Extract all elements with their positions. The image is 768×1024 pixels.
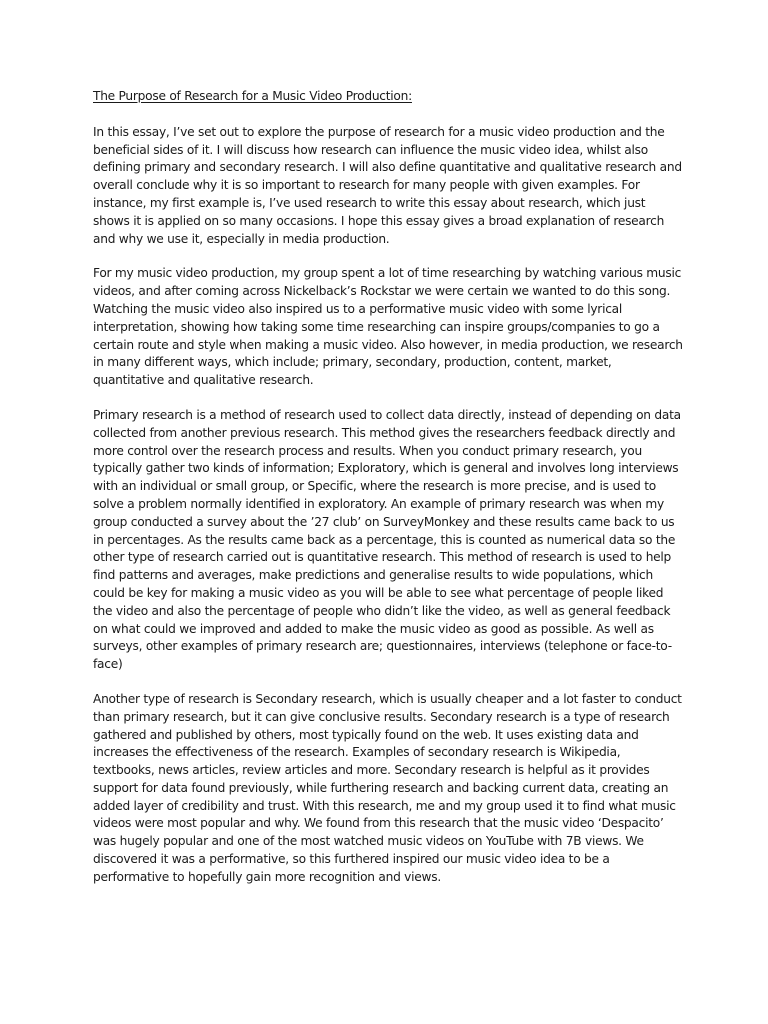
document-page: [93, 88, 683, 904]
paragraph-music-video-production: For my music video production, my group spent a lot of time researching by watching various music videos, and after coming across Nickelback’s Rockstar we were certain we wanted to do this song. Watching the music video also inspired us to a performative music video with some lyrical interpretation, showing how taking some time researching can inspire groups/companies to go a certain route and style when making a music video. Also however, in media production, we research in many different ways, which include; primary, secondary, production, content, market, quantitative and qualitative research.: [93, 266, 683, 388]
document-title: The Purpose of Research for a Music Video Production:: [93, 89, 412, 103]
paragraph-primary-research: Primary research is a method of research used to collect data directly, instead of depending on data collected from another previous research. This method gives the researchers feedback directly and more control over the research process and results. When you conduct primary research, you typically gather two kinds of information; Exploratory, which is general and involves long interviews with an individual or small group, or Specific, where the research is more precise, and is used to solve a problem normally identified in exploratory. An example of primary research was when my group conducted a survey about the ’27 club’ on SurveyMonkey and these results came back to us in percentages. As the results came back as a percentage, this is counted as numerical data so the other type of research carried out is quantitative research. This method of research is used to help find patterns and averages, make predictions and generalise results to wide populations, which could be key for making a music video as you will be able to see what percentage of people liked the video and also the percentage of people who didn’t like the video, as well as general feedback on what could we improved and added to make the music video as good as possible. As well as surveys, other examples of primary research are; questionnaires, interviews (telephone or face-to-face): [93, 407, 681, 672]
paragraph-secondary-research: Another type of research is Secondary research, which is usually cheaper and a lot faster to conduct than primary research, but it can give conclusive results. Secondary research is a type of research gathered and published by others, most typically found on the web. It uses existing data and increases the effectiveness of the research. Examples of secondary research is Wikipedia, textbooks, news articles, review articles and more. Secondary research is helpful as it provides support for data found previously, while furthering research and backing current data, creating an added layer of credibility and trust. With this research, me and my group used it to find what music videos were most popular and why. We found from this research that the music video ‘Despacito’ was hugely popular and one of the most watched music videos on YouTube with 7B views. We discovered it was a performative, so this furthered inspired our music video idea to be a performative to hopefully gain more recognition and views.: [93, 691, 682, 884]
paragraph-introduction: In this essay, I’ve set out to explore the purpose of research for a music video production and the beneficial sides of it. I will discuss how research can influence the music video idea, whilst also defining primary and secondary research. I will also define quantitative and qualitative research and overall conclude why it is so important to research for many people with given examples. For instance, my first example is, I’ve used research to write this essay about research, which just shows it is applied on so many occasions. I hope this essay gives a broad explanation of research and why we use it, especially in media production.: [93, 124, 682, 246]
